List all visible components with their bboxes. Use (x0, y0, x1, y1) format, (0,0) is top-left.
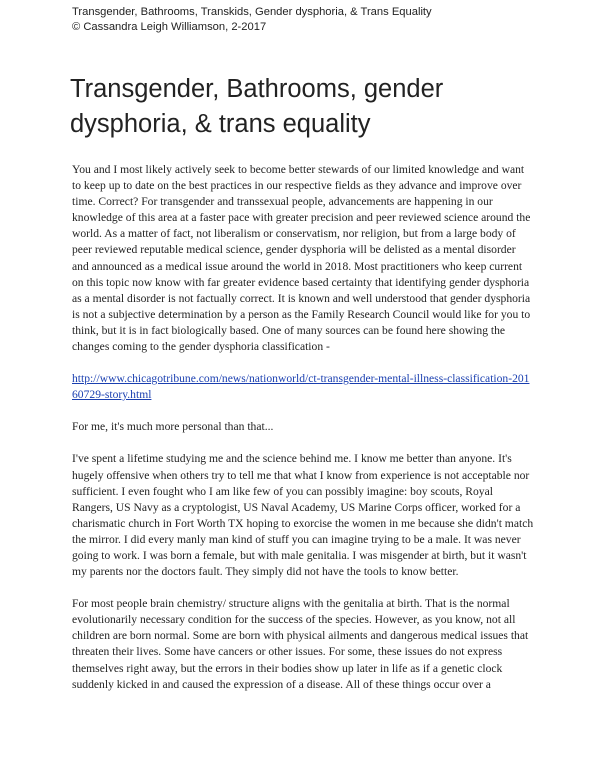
paragraph-lifetime: I've spent a lifetime studying me and the science behind me. I know me better than anyone. It's hugely offensive when others try to tell me that what I know from experience is not acceptable nor sufficient. I even fought who I am like few of you can possibly imagine: boy scouts, Royal Rangers, US Navy as a cryptologist, US Naval Academy, US Marine Corps officer, worked for a charismatic church in Fort Worth TX hoping to exorcise the women in me because she didn't match the mirror. I did every manly man kind of stuff you can imagine trying to be a male. It was never going to work. I was born a female, but with male genitalia. I was misgender at birth, but it wasn't my parents nor the doctors fault. They simply did not have the tools to know better. (72, 452, 534, 579)
document-title: Transgender, Bathrooms, gender dysphoria, & trans equality (70, 75, 444, 138)
page-header (72, 5, 432, 35)
header-copyright-line: © Cassandra Leigh Williamson, 2-2017 (72, 21, 267, 33)
header-title-line: Transgender, Bathrooms, Transkids, Gender dysphoria, & Trans Equality (72, 6, 432, 18)
paragraph-personal: For me, it's much more personal than that... (72, 420, 274, 434)
document-body (72, 162, 534, 709)
paragraph-intro: You and I most likely actively seek to become better stewards of our limited knowledge and want to keep up to date on the best practices in our respective fields as they advance and improve over time. Correct? For transgender and transsexual people, advancements are happening in our knowledge of this area at a faster pace with greater precision and peer reviewed science around the world. As a matter of fact, not liberalism or conservatism, nor religion, but from a large body of peer reviewed reputable medical science, gender dysphoria will be delisted as a mental disorder and announced as a medical issue around the world in 2018. Most practitioners who keep current on this topic now know with far greater evidence based certainty that identifying gender dysphoria as a mental disorder is not factually correct. It is known and well understood that gender dysphoria is not a subjective determination by a person as the Family Research Council would like for you to think, but it is in fact biologically based. One of many sources can be found here showing the changes coming to the gender dysphoria classification - (72, 163, 531, 354)
source-link-paragraph (72, 371, 534, 403)
paragraph-brain-chemistry: For most people brain chemistry/ structure aligns with the genitalia at birth. That is the normal evolutionarily necessary condition for the success of the species. However, as you know, not all children are born normal. Some are born with physical ailments and dangerous medical issues that threaten their lives. Some have cancers or other issues. For some, these issues do not express themselves right away, but the errors in their bodies show up later in life as if a genetic clock suddenly kicked in and caused the expression of a disease. All of these things occur over a (72, 597, 529, 691)
source-link[interactable]: http://www.chicagotribune.com/news/nationworld/ct-transgender-mental-illness-classification-20160729-story.html (72, 372, 530, 402)
